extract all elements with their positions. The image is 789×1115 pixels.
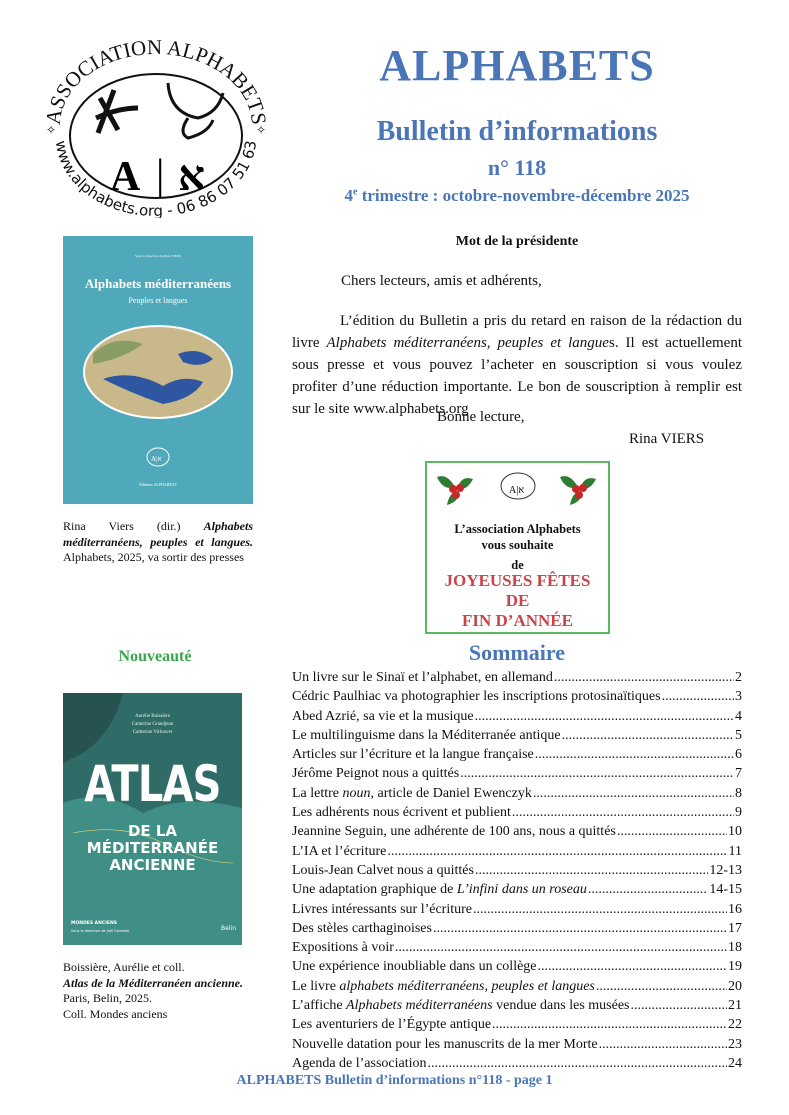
- toc-item-title: Le livre alphabets méditerranéens, peuples et langues: [292, 978, 595, 994]
- toc-page-number: 4: [735, 708, 742, 724]
- toc-item-title: Une adaptation graphique de L’infini dans un roseau: [292, 882, 587, 898]
- association-logo-small: [145, 446, 171, 468]
- toc-page-number: 11: [728, 843, 742, 859]
- toc-item-title: Des stèles carthaginoises: [292, 920, 432, 936]
- dot-leader: [460, 764, 734, 783]
- dot-leader: [395, 938, 727, 957]
- card-line: FIN D’ANNÉE: [462, 611, 573, 630]
- editorial-signature: Rina VIERS: [629, 431, 705, 447]
- toc-item: [292, 900, 742, 919]
- toc-page-number: 3: [735, 689, 742, 705]
- toc-item: [292, 938, 742, 957]
- toc-item-title: L’IA et l’écriture: [292, 843, 387, 859]
- toc-item: [292, 726, 742, 745]
- toc-page-number: 14-15: [709, 882, 742, 898]
- book1-caption: Rina Viers (dir.) Alphabets méditerranéens, peuples et langues. Alphabets, 2025, va sortir des presses: [63, 519, 253, 564]
- association-logo-small: [499, 471, 537, 501]
- toc-item-title: Le multilinguisme dans la Méditerranée antique: [292, 727, 561, 743]
- svg-text:✧: ✧: [256, 123, 267, 137]
- bulletin-subtitle: Bulletin d’informations: [376, 116, 658, 147]
- toc-page-number: 10: [728, 824, 742, 840]
- toc-page-number: 22: [728, 1017, 742, 1033]
- table-of-contents: [292, 668, 742, 1073]
- toc-page-number: 9: [735, 805, 742, 821]
- issue-number: n° 118: [487, 155, 547, 180]
- svg-text:www.alphabets.org - 06 86 07 5: www.alphabets.org - 06 86 07 51 63: [51, 139, 261, 218]
- toc-page-number: 17: [728, 920, 742, 936]
- toc-item: [292, 919, 742, 938]
- toc-page-number: 7: [735, 766, 742, 782]
- page-footer: ALPHABETS Bulletin d’informations n°118 - page 1: [236, 1073, 553, 1088]
- editorial-body: L’édition du Bulletin a pris du retard en raison de la rédaction du livre Alphabets méditerranéens, peuples et langues. Il est actuellement sous presse et vous pouvez l’acheter en souscription si vous voulez profiter d’une réduction importante. Le bon de souscription à remplir est sur le site www.alphabets.org: [292, 313, 742, 417]
- toc-page-number: 2: [735, 670, 742, 685]
- cover-publisher: Éditions ALPHABETS: [139, 482, 177, 487]
- issue-quarter: 4e trimestre : octobre-novembre-décembre 2025: [344, 186, 690, 205]
- cover-title: Alphabets méditerranéens: [84, 276, 232, 291]
- book-cover-alphabets-mediterraneens: [63, 236, 253, 504]
- cover-title: ATLAS: [84, 755, 221, 813]
- association-logo: [38, 38, 274, 218]
- toc-item-title: La lettre noun, article de Daniel Ewenczyk: [292, 785, 532, 801]
- dot-leader: [387, 842, 727, 861]
- toc-item: [292, 996, 742, 1015]
- toc-page-number: 21: [728, 998, 742, 1014]
- mediterranean-map-image: [83, 324, 233, 424]
- toc-item-title: Les aventuriers de l’Égypte antique: [292, 1017, 492, 1033]
- new-release-label: Nouveauté: [118, 648, 192, 665]
- cover-subtitle: Peuples et langues: [128, 296, 188, 305]
- holiday-greeting-card: [425, 461, 610, 634]
- toc-item-title: Articles sur l’écriture et la langue française: [292, 747, 534, 763]
- toc-item: [292, 880, 742, 899]
- toc-page-number: 8: [735, 785, 742, 801]
- cover-subtitle: DE LA MÉDITERRANÉE: [86, 822, 219, 857]
- toc-item: [292, 1015, 742, 1034]
- toc-item-title: Une expérience inoubliable dans un collège: [292, 959, 537, 975]
- card-line: vous souhaite: [481, 538, 554, 552]
- toc-page-number: 19: [728, 959, 742, 975]
- dot-leader: [475, 861, 708, 880]
- cover-author: Aurélie Boissière: [135, 714, 170, 719]
- toc-item-title: Louis-Jean Calvet nous a quittés: [292, 862, 474, 878]
- holly-icon: [433, 469, 479, 509]
- book-cover-atlas: [63, 693, 242, 945]
- svg-text:A: A: [110, 154, 141, 200]
- toc-item-title: Jérôme Peignot nous a quittés: [292, 766, 460, 782]
- toc-item-title: Expositions à voir: [292, 940, 394, 956]
- dot-leader: [662, 687, 734, 706]
- dot-leader: [588, 880, 708, 899]
- toc-item: [292, 745, 742, 764]
- toc-page-number: 20: [728, 978, 742, 994]
- svg-text:א: א: [178, 151, 205, 200]
- card-line: JOYEUSES FÊTES: [444, 571, 591, 590]
- editorial-heading: Mot de la présidente: [455, 234, 579, 249]
- summary-heading: Sommaire: [468, 640, 566, 665]
- toc-item-title: Abed Azrié, sa vie et la musique: [292, 708, 474, 724]
- svg-text:A|א: A|א: [509, 485, 525, 496]
- toc-page-number: 24: [728, 1055, 742, 1071]
- card-line: L’association Alphabets: [454, 522, 581, 536]
- toc-item: [292, 1035, 742, 1054]
- toc-item: [292, 687, 742, 706]
- dot-leader: [630, 996, 727, 1015]
- book2-caption: [63, 960, 243, 1022]
- toc-item: [292, 803, 742, 822]
- toc-item: [292, 668, 742, 687]
- toc-item-title: Livres intéressants sur l’écriture: [292, 901, 472, 917]
- toc-item: [292, 842, 742, 861]
- dot-leader: [596, 977, 727, 996]
- dot-leader: [535, 745, 734, 764]
- card-line: de: [511, 558, 524, 572]
- cover-director: Sous la direction de Joël Cornette: [71, 929, 130, 933]
- caption-line: Boissière, Aurélie et coll.: [63, 960, 185, 974]
- dot-leader: [533, 784, 734, 803]
- toc-item: [292, 1054, 742, 1073]
- toc-item-title: Un livre sur le Sinaï et l’alphabet, en allemand: [292, 670, 553, 685]
- svg-text:✧: ✧: [46, 123, 57, 137]
- card-line: DE: [505, 591, 530, 610]
- editorial-closing: Bonne lecture,: [437, 409, 525, 425]
- toc-page-number: 18: [728, 940, 742, 956]
- bulletin-title: ALPHABETS: [379, 41, 655, 90]
- svg-text:A|א: A|א: [151, 455, 162, 463]
- svg-text:|: |: [156, 152, 165, 198]
- toc-item-title: Nouvelle datation pour les manuscrits de la mer Morte: [292, 1036, 598, 1052]
- caption-line: Paris, Belin, 2025.: [63, 991, 152, 1005]
- cover-publisher: Belin: [221, 925, 236, 932]
- toc-item-title: Agenda de l’association: [292, 1055, 427, 1071]
- cover-series: MONDES ANCIENS: [71, 921, 117, 926]
- dot-leader: [562, 726, 734, 745]
- dot-leader: [554, 668, 734, 687]
- cover-author: Catherine Virlouvet: [132, 730, 173, 735]
- toc-item: [292, 861, 742, 880]
- toc-page-number: 23: [728, 1036, 742, 1052]
- dot-leader: [475, 707, 734, 726]
- dot-leader: [492, 1015, 727, 1034]
- dot-leader: [473, 900, 727, 919]
- svg-text:ASSOCIATION ALPHABETS: ASSOCIATION ALPHABETS: [40, 38, 272, 127]
- cover-subtitle: ANCIENNE: [109, 856, 196, 874]
- toc-page-number: 6: [735, 747, 742, 763]
- toc-item: [292, 957, 742, 976]
- dot-leader: [538, 957, 727, 976]
- toc-page-number: 12-13: [709, 862, 742, 878]
- caption-title: Atlas de la Méditerranéen ancienne.: [63, 975, 243, 990]
- dot-leader: [512, 803, 734, 822]
- cover-author: Catherine Grandjean: [131, 722, 174, 727]
- holly-icon: [556, 469, 602, 509]
- toc-item: [292, 822, 742, 841]
- editorial-greeting: Chers lecteurs, amis et adhérents,: [341, 273, 542, 289]
- dot-leader: [617, 822, 727, 841]
- toc-item-title: Jeannine Seguin, une adhérente de 100 ans, nous a quittés: [292, 824, 616, 840]
- toc-item-title: L’affiche Alphabets méditerranéens vendue dans les musées: [292, 998, 630, 1014]
- toc-item-title: Cédric Paulhiac va photographier les inscriptions protosinaïtiques: [292, 689, 661, 705]
- dot-leader: [428, 1054, 727, 1073]
- toc-page-number: 5: [735, 727, 742, 743]
- toc-page-number: 16: [728, 901, 742, 917]
- caption-line: Coll. Mondes anciens: [63, 1006, 168, 1021]
- toc-item-title: Les adhérents nous écrivent et publient: [292, 805, 511, 821]
- toc-item: [292, 764, 742, 783]
- dot-leader: [599, 1035, 727, 1054]
- dot-leader: [433, 919, 727, 938]
- toc-item: [292, 707, 742, 726]
- toc-item: [292, 977, 742, 996]
- cover-editor: Sous la direction de Rina VIERS: [134, 254, 182, 258]
- toc-item: [292, 784, 742, 803]
